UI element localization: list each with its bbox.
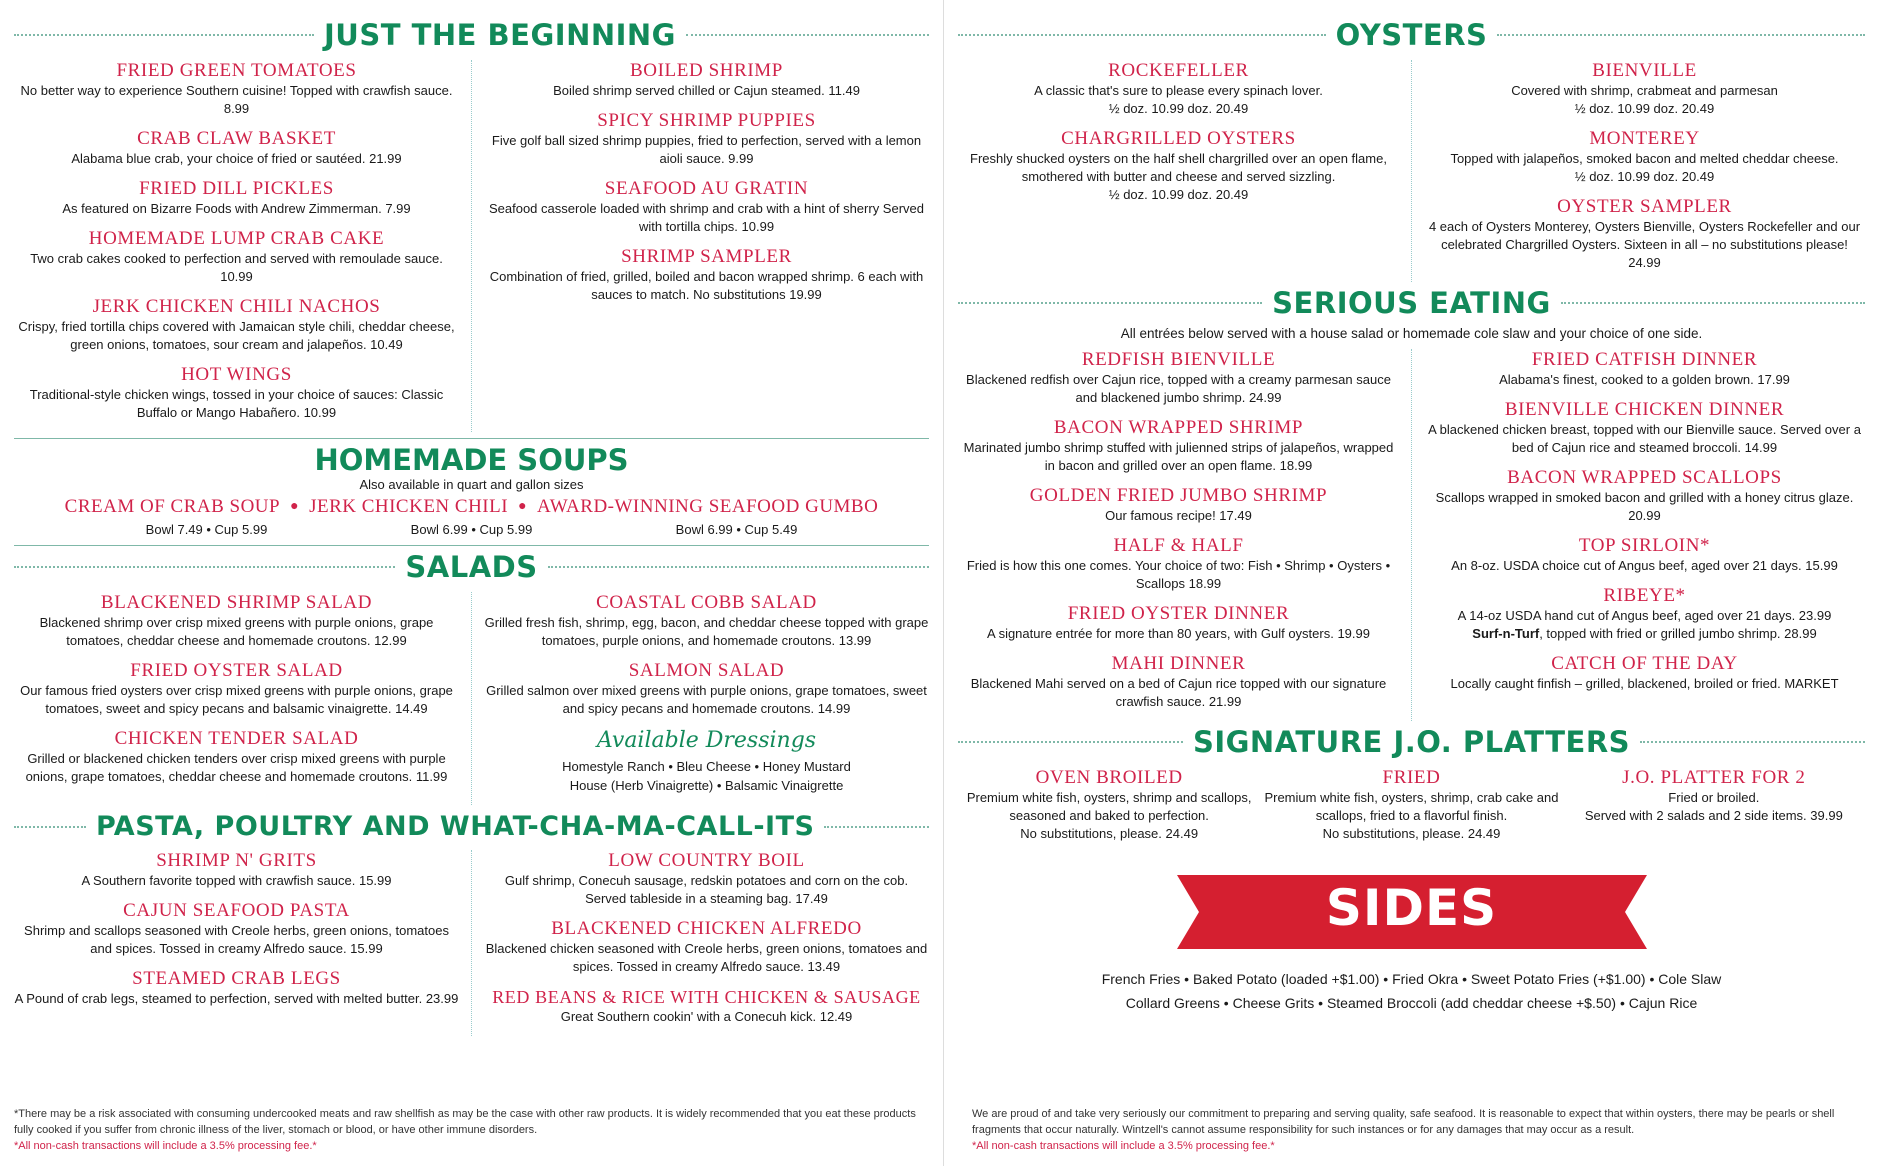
item-desc: 4 each of Oysters Monterey, Oysters Bienville, Oysters Rockefeller and our celebrated Chargrilled Oysters. Sixteen in all – no substitutions please! 24.99 (1428, 219, 1861, 270)
item-desc: Five golf ball sized shrimp puppies, fried to perfection, served with a lemon aioli sauce. 9.99 (491, 133, 922, 166)
item-name: CHICKEN TENDER SALAD (114, 728, 359, 749)
item-desc: Traditional-style chicken wings, tossed in your choice of sauces: Classic Buffalo or Mango Habañero. 10.99 (29, 387, 444, 420)
soup-name: AWARD-WINNING SEAFOOD GUMBO (537, 496, 879, 517)
divider (824, 826, 929, 828)
item-desc: Shrimp and scallops seasoned with Creole herbs, green onions, tomatoes and spices. Tossed in creamy Alfredo sauce. 15.99 (24, 923, 449, 956)
item-name: SHRIMP N' GRITS (156, 850, 317, 871)
menu-item (1424, 535, 1865, 575)
sides-line: French Fries • Baked Potato (loaded +$1.00) • Fried Okra • Sweet Potato Fries (+$1.00) • Cole Slaw (1101, 971, 1722, 987)
menu-item (1424, 467, 1865, 525)
item-name: FRIED OYSTER DINNER (1067, 603, 1290, 624)
surf-n-turf-desc: , topped with fried or grilled jumbo shrimp. 28.99 (1539, 626, 1817, 641)
item-name: SPICY SHRIMP PUPPIES (597, 110, 816, 131)
dressings-block (484, 728, 929, 795)
divider (1640, 741, 1865, 743)
item-desc: Our famous recipe! 17.49 (1105, 508, 1252, 523)
menu-item (484, 110, 929, 168)
item-name: MAHI DINNER (1111, 653, 1246, 674)
platters-row (958, 767, 1865, 853)
menu-item (1424, 653, 1865, 693)
item-desc: Gulf shrimp, Conecuh sausage, redskin potatoes and corn on the cob. Served tableside in a steaming bag. 17.49 (504, 873, 909, 906)
section-title: SIGNATURE J.O. PLATTERS (1192, 725, 1631, 759)
item-name: CATCH OF THE DAY (1551, 653, 1738, 674)
menu-item (1424, 196, 1865, 272)
section-title: SALADS (405, 550, 538, 584)
menu-item (1424, 60, 1865, 118)
menu-item (14, 296, 459, 354)
menu-item (958, 485, 1399, 525)
menu-item (14, 660, 459, 718)
menu-item (14, 364, 459, 422)
soup-price: Bowl 7.49 • Cup 5.99 (145, 522, 268, 537)
menu-item (958, 653, 1399, 711)
section-header-pasta (14, 811, 929, 842)
fee-note: *All non-cash transactions will include a 3.5% processing fee.* (972, 1140, 1275, 1152)
item-name: TOP SIRLOIN* (1578, 535, 1711, 556)
item-name: BLACKENED SHRIMP SALAD (100, 592, 373, 613)
bullet-icon: ● (290, 499, 300, 514)
menu-item (958, 535, 1399, 593)
menu-item (14, 592, 459, 650)
divider (14, 438, 929, 439)
item-name: SEAFOOD AU GRATIN (604, 178, 809, 199)
item-desc: Blackened chicken seasoned with Creole herbs, green onions, tomatoes and spices. Tossed in creamy Alfredo sauce. 13.49 (485, 941, 928, 974)
item-name: LOW COUNTRY BOIL (608, 850, 805, 871)
item-name: CAJUN SEAFOOD PASTA (123, 900, 350, 921)
item-price: ½ doz. 10.99 doz. 20.49 (1574, 101, 1715, 116)
dressings-title: Available Dressings (596, 728, 817, 753)
soups-list (14, 496, 929, 518)
disclaimer-text: *There may be a risk associated with consuming undercooked meats and raw shellfish as may be the case with other raw products. It is widely recommended that you eat these products fully cooked if you suffer from chronic illness of the liver, stomach or blood, or have other immune disorders. (14, 1108, 916, 1136)
item-name: FRIED CATFISH DINNER (1531, 349, 1758, 370)
item-name: MONTEREY (1589, 128, 1700, 149)
menu-item (14, 128, 459, 168)
item-desc: Seafood casserole loaded with shrimp and crab with a hint of sherry Served with tortilla chips. 10.99 (488, 201, 924, 234)
dressings-line: Homestyle Ranch • Bleu Cheese • Honey Mustard (562, 759, 851, 774)
divider (958, 741, 1183, 743)
divider (686, 34, 929, 36)
item-name: HOT WINGS (181, 364, 292, 385)
item-desc: Covered with shrimp, crabmeat and parmesan (1511, 83, 1778, 98)
menu-item (14, 228, 459, 286)
item-name: SALMON SALAD (628, 660, 785, 681)
item-name: OVEN BROILED (1035, 767, 1183, 788)
disclaimer-text: We are proud of and take very seriously our commitment to preparing and serving quality, safe seafood. It is reasonable to expect that within oysters, there may be pearls or shell fragments that occur naturally. Wintzell's cannot assume responsibility for such instances or for any damages that may occur as a result. (972, 1108, 1835, 1136)
fee-note: *All non-cash transactions will include a 3.5% processing fee.* (14, 1140, 317, 1152)
soups-subtitle: Also available in quart and gallon sizes (359, 477, 584, 492)
menu-item (14, 60, 459, 118)
item-desc: A classic that's sure to please every spinach lover. (1034, 83, 1323, 98)
item-name: BOILED SHRIMP (630, 60, 783, 81)
menu-item (958, 349, 1399, 407)
item-desc: Topped with jalapeños, smoked bacon and melted cheddar cheese. (1450, 151, 1839, 166)
menu-item (958, 128, 1399, 204)
item-name: OYSTER SAMPLER (1557, 196, 1732, 217)
item-desc: Marinated jumbo shrimp stuffed with julienned strips of jalapeños, wrapped in bacon and grilled over an open flame. 18.99 (963, 440, 1394, 473)
sides-title: SIDES (1325, 879, 1498, 937)
item-desc: Scallops wrapped in smoked bacon and grilled with a honey citrus glaze. 20.99 (1435, 490, 1854, 523)
soup-price: Bowl 6.99 • Cup 5.99 (410, 522, 533, 537)
divider (1497, 34, 1865, 36)
item-desc: Blackened shrimp over crisp mixed greens with purple onions, grape tomatoes, cheddar cheese and homemade croutons. 12.99 (39, 615, 434, 648)
menu-item (958, 603, 1399, 643)
soup-name: JERK CHICKEN CHILI (309, 496, 509, 517)
left-disclaimer (14, 1106, 929, 1154)
item-desc: Our famous fried oysters over crisp mixed greens with purple onions, grape tomatoes, sweet and spicy pecans and balsamic vinaigrette. 14.49 (20, 683, 453, 716)
sides-banner (1177, 875, 1647, 949)
item-price: No substitutions, please. 24.49 (1020, 826, 1199, 841)
item-desc: Boiled shrimp served chilled or Cajun steamed. 11.49 (553, 83, 860, 98)
item-name: HALF & HALF (1113, 535, 1244, 556)
item-name: REDFISH BIENVILLE (1081, 349, 1276, 370)
menu-item (484, 178, 929, 236)
pasta-columns (14, 850, 929, 1036)
menu-item (484, 592, 929, 650)
item-desc: Fried is how this one comes. Your choice of two: Fish • Shrimp • Oysters • Scallops 18.99 (966, 558, 1391, 591)
section-header-platters (958, 725, 1865, 759)
item-desc: No better way to experience Southern cuisine! Topped with crawfish sauce. 8.99 (20, 83, 453, 116)
item-name: COASTAL COBB SALAD (596, 592, 817, 613)
item-desc: An 8-oz. USDA choice cut of Angus beef, aged over 21 days. 15.99 (1451, 558, 1838, 573)
right-menu-panel (944, 0, 1887, 1166)
section-title: JUST THE BEGINNING (324, 18, 676, 52)
menu-item (484, 918, 929, 976)
item-desc: Grilled salmon over mixed greens with purple onions, grape tomatoes, sweet and spicy pecans and homemade croutons. 14.99 (486, 683, 927, 716)
item-desc: A 14-oz USDA hand cut of Angus beef, aged over 21 days. 23.99 (1457, 608, 1832, 623)
menu-item (14, 728, 459, 786)
item-name: ROCKEFELLER (1108, 60, 1249, 81)
right-disclaimer (972, 1106, 1865, 1154)
section-title: PASTA, POULTRY AND WHAT-CHA-MA-CALL-ITS (96, 811, 815, 842)
dressings-line: House (Herb Vinaigrette) • Balsamic Vinaigrette (569, 778, 844, 793)
section-header-soups (14, 443, 929, 477)
section-header-salads (14, 550, 929, 584)
menu-item (1424, 585, 1865, 643)
menu-item (484, 246, 929, 304)
menu-item (484, 660, 929, 718)
item-price: No substitutions, please. 24.49 (1322, 826, 1501, 841)
item-name: CRAB CLAW BASKET (137, 128, 336, 149)
item-name: GOLDEN FRIED JUMBO SHRIMP (1029, 485, 1328, 506)
item-name: SHRIMP SAMPLER (621, 246, 792, 267)
menu-item (1260, 767, 1562, 843)
oysters-columns (958, 60, 1865, 282)
section-header-oysters (958, 18, 1865, 52)
item-name: BLACKENED CHICKEN ALFREDO (551, 918, 862, 939)
item-desc: Alabama's finest, cooked to a golden brown. 17.99 (1499, 372, 1790, 387)
section-header-beginning (14, 18, 929, 52)
divider (14, 545, 929, 546)
item-name: BACON WRAPPED SHRIMP (1053, 417, 1304, 438)
item-desc: Great Southern cookin' with a Conecuh kick. 12.49 (560, 1009, 853, 1024)
divider (14, 34, 314, 36)
divider (958, 302, 1262, 304)
item-name: CHARGRILLED OYSTERS (1061, 128, 1296, 149)
item-name: J.O. PLATTER FOR 2 (1622, 767, 1806, 788)
menu-item (484, 986, 929, 1026)
item-price: ½ doz. 10.99 doz. 20.49 (1108, 187, 1249, 202)
menu-item (484, 850, 929, 908)
item-name: FRIED DILL PICKLES (139, 178, 334, 199)
item-desc-extra (1424, 625, 1865, 643)
beginning-columns (14, 60, 929, 432)
menu-item (1424, 399, 1865, 457)
soup-price: Bowl 6.99 • Cup 5.49 (675, 522, 798, 537)
divider (958, 34, 1326, 36)
left-menu-panel (0, 0, 943, 1166)
sides-line: Collard Greens • Cheese Grits • Steamed Broccoli (add cheddar cheese +$.50) • Cajun Rice (1125, 995, 1698, 1011)
item-price: Served with 2 salads and 2 side items. 39.99 (1584, 808, 1843, 823)
item-name: FRIED OYSTER SALAD (130, 660, 343, 681)
item-desc: Alabama blue crab, your choice of fried or sautéed. 21.99 (71, 151, 402, 166)
item-name: BIENVILLE CHICKEN DINNER (1504, 399, 1785, 420)
item-desc: Freshly shucked oysters on the half shell chargrilled over an open flame, smothered with butter and cheese and served sizzling. (970, 151, 1387, 184)
item-desc: As featured on Bizarre Foods with Andrew Zimmerman. 7.99 (62, 201, 411, 216)
item-name: FRIED GREEN TOMATOES (116, 60, 357, 81)
menu-item (958, 767, 1260, 843)
item-name: BIENVILLE (1592, 60, 1697, 81)
serious-columns (958, 349, 1865, 721)
divider (1561, 302, 1865, 304)
menu-item (1563, 767, 1865, 843)
menu-item (14, 178, 459, 218)
item-name: RED BEANS & RICE WITH CHICKEN & SAUSAGE (492, 987, 921, 1007)
menu-item (1424, 128, 1865, 186)
item-desc: Combination of fried, grilled, boiled and bacon wrapped shrimp. 6 each with sauces to match. No substitutions 19.99 (489, 269, 924, 302)
item-desc: Premium white fish, oysters, shrimp, crab cake and scallops, fried to a flavorful finish. (1264, 790, 1559, 823)
item-name: STEAMED CRAB LEGS (132, 968, 341, 989)
item-desc: Premium white fish, oysters, shrimp and scallops, seasoned and baked to perfection. (966, 790, 1252, 823)
item-price: ½ doz. 10.99 doz. 20.49 (1574, 169, 1715, 184)
item-desc: A Southern favorite topped with crawfish sauce. 15.99 (81, 873, 392, 888)
item-desc: Locally caught finfish – grilled, blackened, broiled or fried. MARKET (1450, 676, 1839, 691)
surf-n-turf-label: Surf-n-Turf (1472, 626, 1540, 641)
section-title: SERIOUS EATING (1272, 286, 1551, 320)
menu-item (958, 60, 1399, 118)
menu-item (484, 60, 929, 100)
item-name: HOMEMADE LUMP CRAB CAKE (88, 228, 385, 249)
item-desc: A signature entrée for more than 80 years, with Gulf oysters. 19.99 (987, 626, 1370, 641)
item-name: RIBEYE* (1603, 585, 1686, 606)
menu-item (14, 850, 459, 890)
menu-item (14, 900, 459, 958)
item-desc: A blackened chicken breast, topped with our Bienville sauce. Served over a bed of Cajun rice and steamed broccoli. 14.99 (1428, 422, 1861, 455)
divider (548, 566, 929, 568)
menu-item (958, 417, 1399, 475)
section-header-serious (958, 286, 1865, 320)
item-desc: Crispy, fried tortilla chips covered with Jamaican style chili, cheddar cheese, green onions, tomatoes, sour cream and jalapeños. 10.49 (18, 319, 455, 352)
divider (14, 566, 395, 568)
item-desc: Blackened Mahi served on a bed of Cajun rice topped with our signature crawfish sauce. 21.99 (970, 676, 1387, 709)
salads-columns (14, 592, 929, 805)
bullet-icon: ● (518, 499, 528, 514)
item-name: JERK CHICKEN CHILI NACHOS (92, 296, 381, 317)
item-name: BACON WRAPPED SCALLOPS (1507, 467, 1782, 488)
item-price: ½ doz. 10.99 doz. 20.49 (1108, 101, 1249, 116)
divider (14, 826, 86, 828)
serious-intro: All entrées below served with a house salad or homemade cole slaw and your choice of one side. (1120, 326, 1703, 341)
item-desc: Grilled fresh fish, shrimp, egg, bacon, and cheddar cheese topped with grape tomatoes, purple onions, and homemade croutons. 13.99 (484, 615, 929, 648)
section-title: OYSTERS (1335, 18, 1488, 52)
item-desc: Two crab cakes cooked to perfection and served with remoulade sauce. 10.99 (30, 251, 443, 284)
menu-item (14, 968, 459, 1008)
item-desc: Fried or broiled. (1668, 790, 1760, 805)
section-title: HOMEMADE SOUPS (314, 443, 629, 477)
item-name: FRIED (1382, 767, 1441, 788)
menu-item (1424, 349, 1865, 389)
item-desc: Grilled or blackened chicken tenders over crisp mixed greens with purple onions, grape tomatoes, cheddar cheese and homemade croutons. 11.99 (25, 751, 448, 784)
soup-name: CREAM OF CRAB SOUP (64, 496, 281, 517)
item-desc: A Pound of crab legs, steamed to perfection, served with melted butter. 23.99 (14, 991, 459, 1006)
soups-prices (14, 522, 929, 537)
item-desc: Blackened redfish over Cajun rice, topped with a creamy parmesan sauce and blackened jumbo shrimp. 24.99 (966, 372, 1391, 405)
